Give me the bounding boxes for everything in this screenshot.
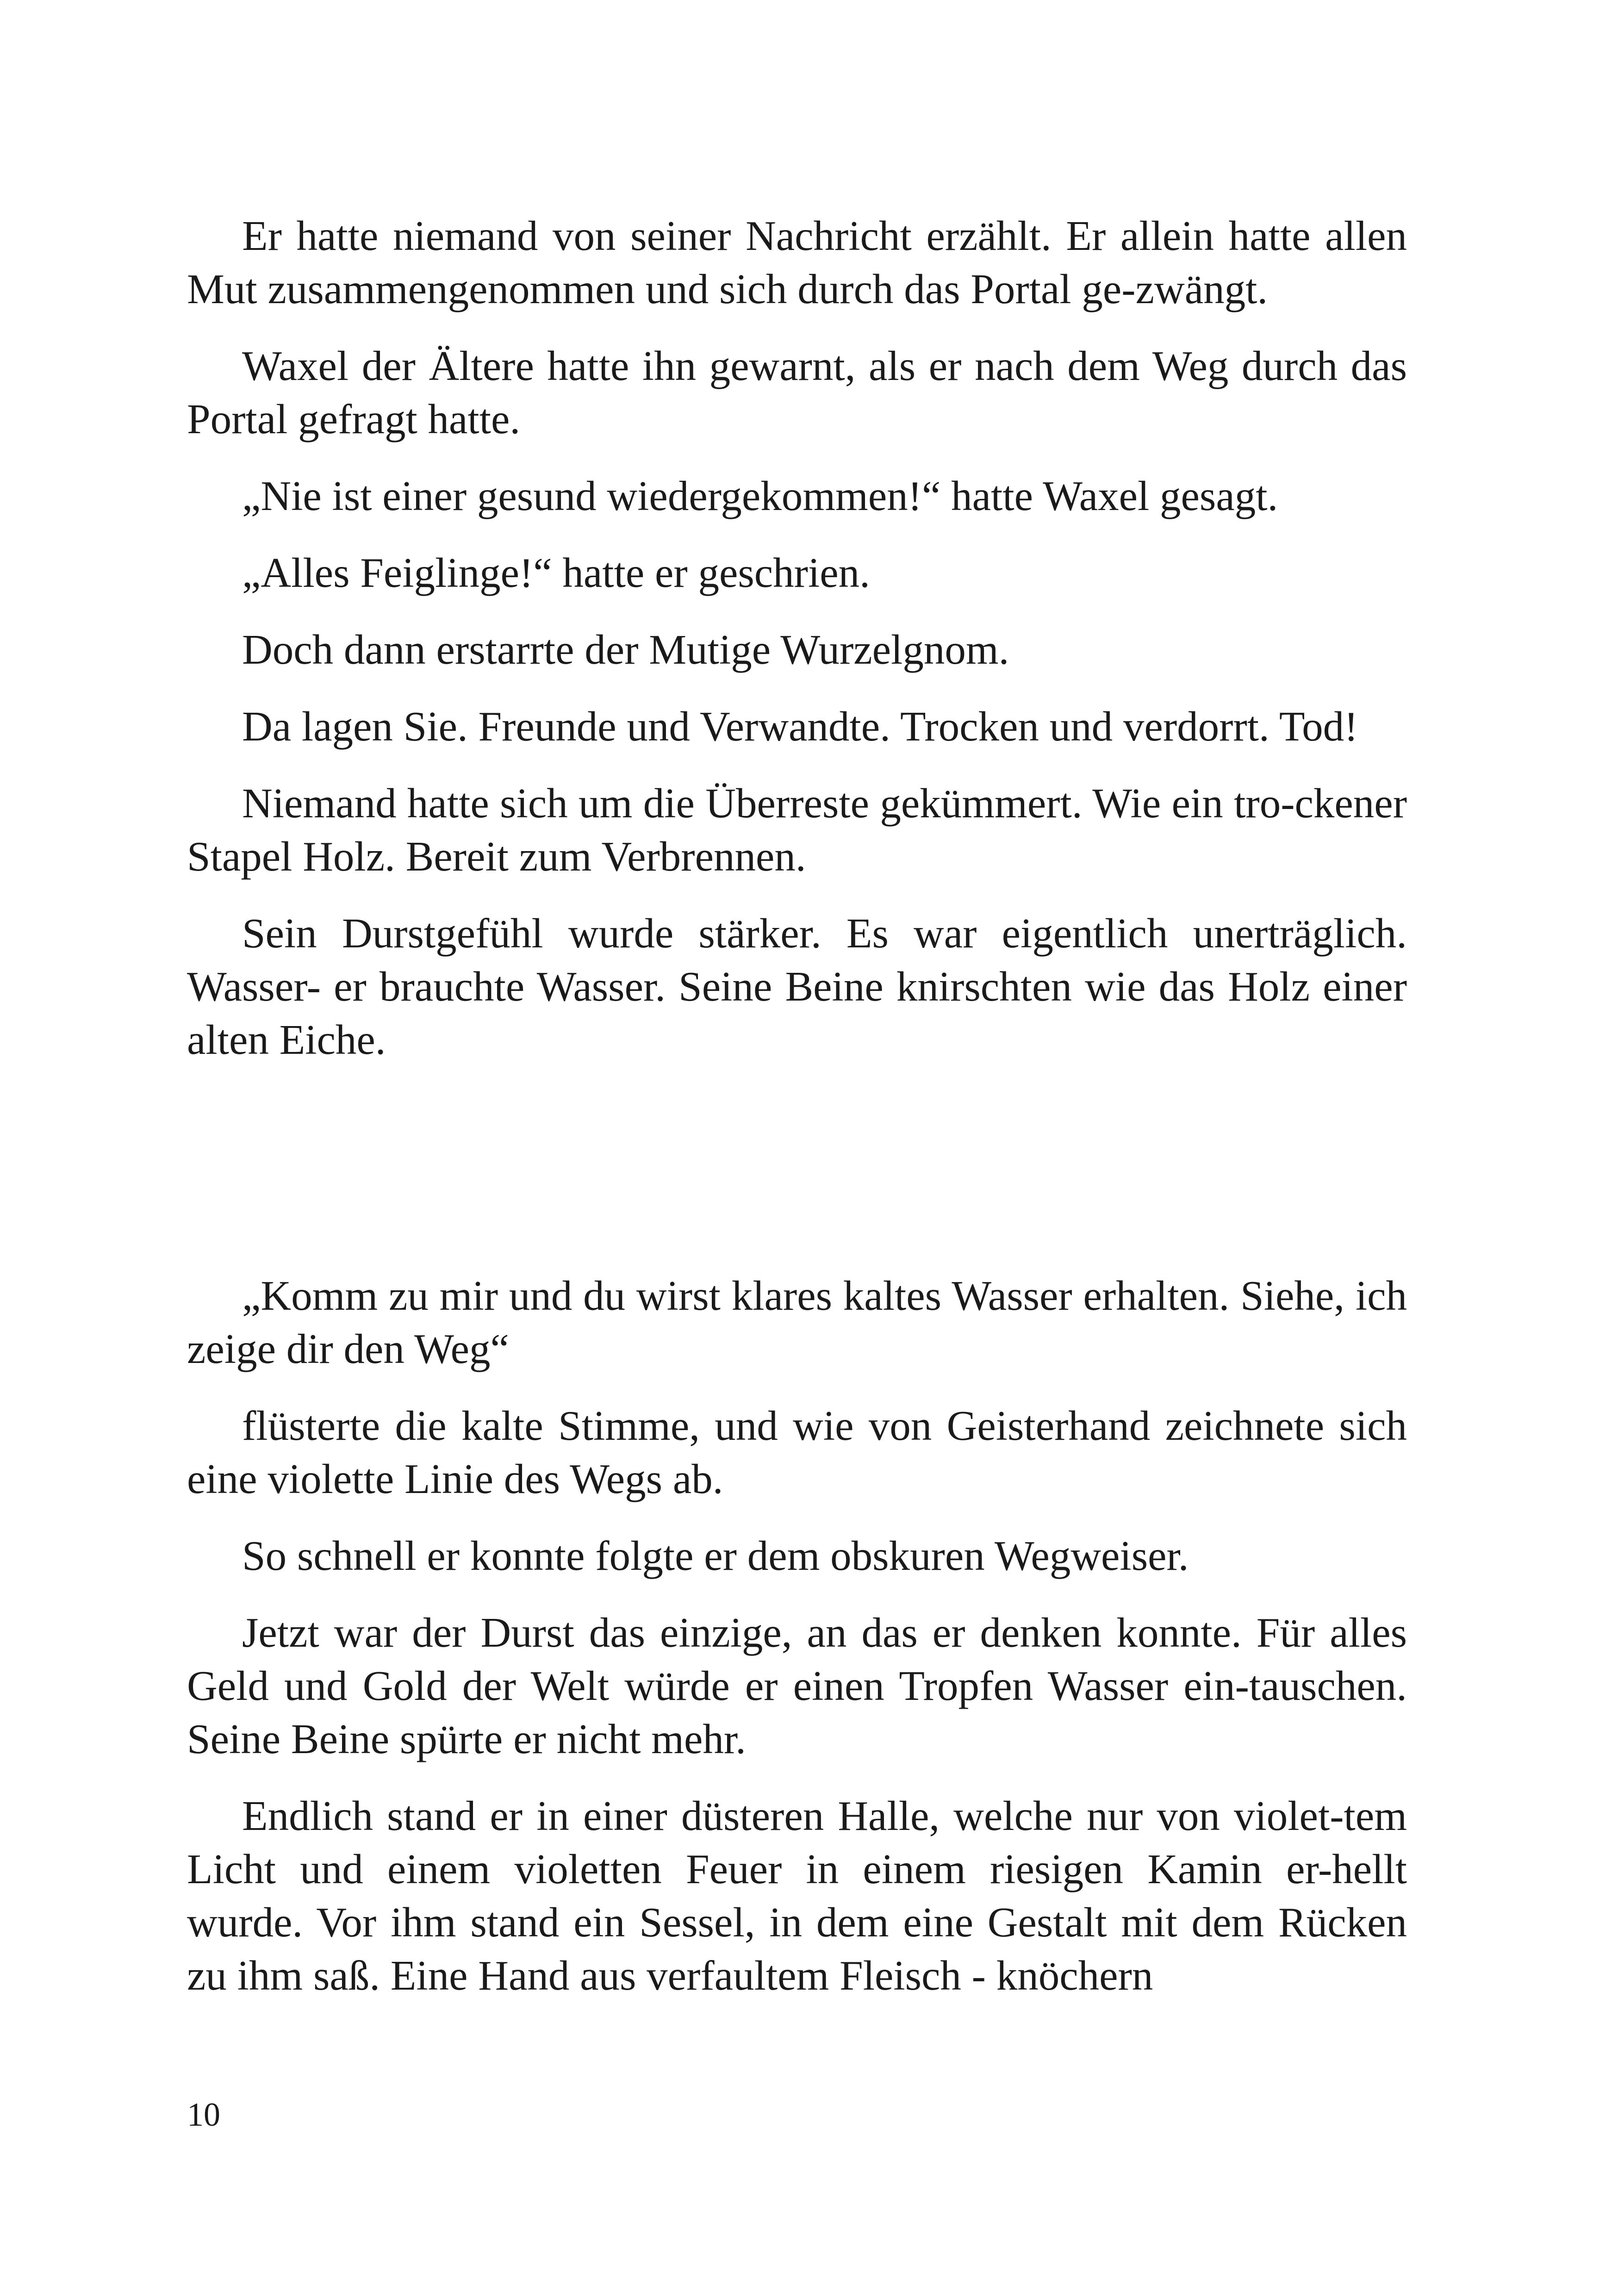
paragraph: Jetzt war der Durst das einzige, an das er denken konnte. Für alles Geld und Gold der Welt würde er einen Tropfen Wasser ein-tauschen. Seine Beine spürte er nicht mehr. [187, 1609, 1407, 1762]
paragraph: Sein Durstgefühl wurde stärker. Es war eigentlich unerträglich. Wasser- er brauchte Wasser. Seine Beine knirschten wie das Holz einer alten Eiche. [187, 910, 1407, 1063]
paragraph: Waxel der Ältere hatte ihn gewarnt, als er nach dem Weg durch das Portal gefragt hatte. [187, 342, 1407, 442]
paragraph: flüsterte die kalte Stimme, und wie von Geisterhand zeichnete sich eine violette Linie des Wegs ab. [187, 1402, 1407, 1502]
paragraph: So schnell er konnte folgte er dem obskuren Wegweiser. [242, 1532, 1189, 1579]
paragraph: Endlich stand er in einer düsteren Halle, welche nur von violet-tem Licht und einem violetten Feuer in einem riesigen Kamin er-hellt wurde. Vor ihm stand ein Sessel, in dem eine Gestalt mit dem Rücken zu ihm saß. Eine Hand aus verfaultem Fleisch - knöchern [187, 1792, 1407, 1999]
text-block-upper [187, 209, 1407, 1066]
paragraph: Niemand hatte sich um die Überreste gekümmert. Wie ein tro-ckener Stapel Holz. Bereit zum Verbrennen. [187, 780, 1407, 880]
paragraph: Er hatte niemand von seiner Nachricht erzählt. Er allein hatte allen Mut zusammengenommen und sich durch das Portal ge-zwängt. [187, 212, 1407, 312]
paragraph: Da lagen Sie. Freunde und Verwandte. Trocken und verdorrt. Tod! [242, 703, 1358, 750]
paragraph: Doch dann erstarrte der Mutige Wurzelgnom. [242, 626, 1009, 673]
text-block-lower [187, 1269, 1407, 2002]
paragraph: „Nie ist einer gesund wiedergekommen!“ hatte Waxel gesagt. [242, 473, 1278, 519]
page-number: 10 [187, 2096, 220, 2133]
paragraph: „Komm zu mir und du wirst klares kaltes Wasser erhalten. Siehe, ich zeige dir den Weg“ [187, 1272, 1407, 1372]
paragraph: „Alles Feiglinge!“ hatte er geschrien. [242, 549, 870, 596]
